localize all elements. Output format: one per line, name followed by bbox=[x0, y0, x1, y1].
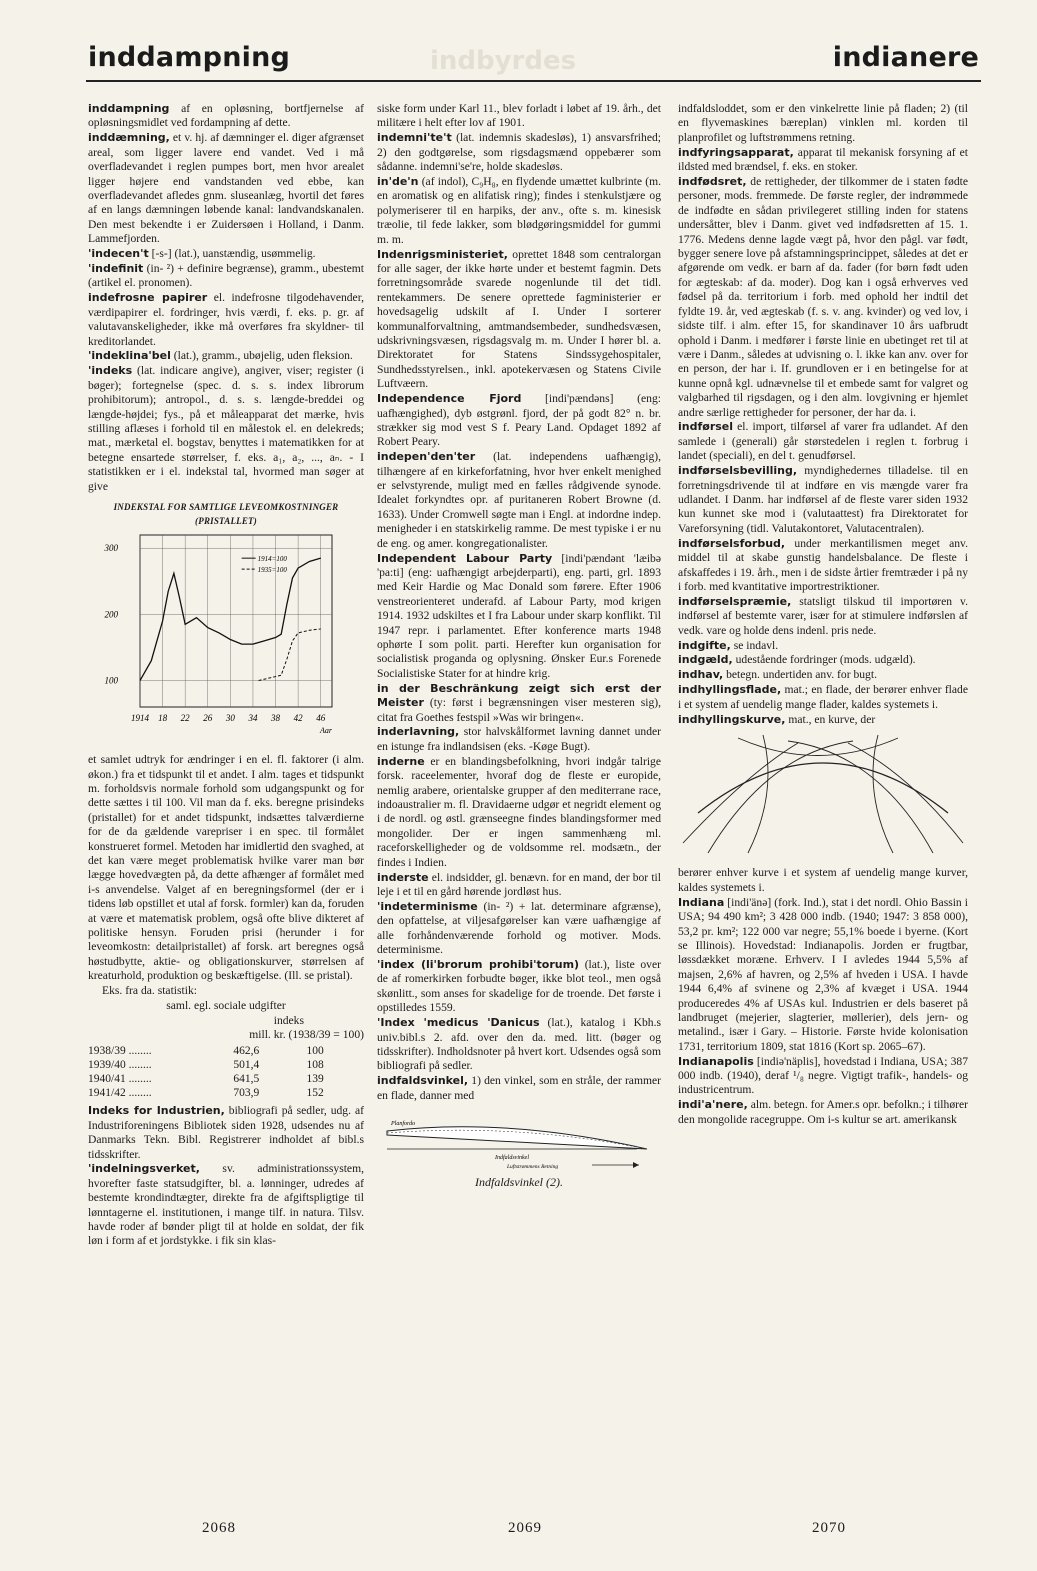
wing-diagram bbox=[377, 1109, 661, 1171]
x-tick-label: 42 bbox=[293, 712, 303, 723]
table-cell-idx: 139 bbox=[306, 1073, 324, 1086]
table-cell-mill: 501,4 bbox=[233, 1059, 260, 1072]
page-number-2068: 2068 bbox=[202, 1520, 236, 1536]
entry: indi'a'nere, alm. betegn. for Amer.s opr. befolkn.; i tilhører den mongolide racegruppe. Om i-s kultur se art. amerikansk bbox=[678, 1098, 968, 1126]
stats-table bbox=[88, 1044, 364, 1100]
entry: indførselsforbud, under merkantilismen meget anv. middel til at skabe gunstig handelsbalance. De fleste i afskaffedes i 19. årh., men i de sidste årtier fremtræder i på ny i forb. med kvantitative importrestriktioner. bbox=[678, 536, 968, 593]
x-tick-label: 38 bbox=[271, 712, 281, 723]
entry: indgæld, udestående fordringer (mods. udgæld). bbox=[678, 653, 916, 667]
x-axis-label: Aar bbox=[320, 725, 332, 735]
entry: indepen'den'ter (lat. independens uafhængig), tilhængere af en kirkeforfatning, hvor hver enkelt menighed er selvstyrende, muligt med en fælles rådgivende synode. Idealet forkyndtes opr. af puritaneren Robert Browne (d. 1633). Under Cromwell søgte man i Engl. at indordne indep. menigheder i en statskirkelig ramme. De mest typiske i er nu de eng. og amer. kongregationalister. bbox=[377, 450, 661, 550]
entry: indførselspræmie, statsligt tilskud til importøren v. indførsel af bestemte varer, især for at stimulere indførslen af vedk. vare og holde dens indenl. pris nede. bbox=[678, 594, 968, 637]
column-2 bbox=[377, 102, 661, 1194]
price-index-chart bbox=[88, 500, 364, 745]
chart-svg bbox=[88, 529, 364, 741]
x-tick-label: 26 bbox=[203, 712, 213, 723]
label-airflow: Luftstrømmens Retning bbox=[507, 1164, 559, 1171]
entry: 'indelningsverket, sv. administrationssystem, hvorefter faste statsudgifter, bl. a. lønninger, udredes af bestemte krondindtægter, direkte fra de afgiftspligtige til lønntagerne el. institutionen, i mange tilf. in natura. Tilsv. havde roder af bønder pligt til at holde en soldat, der fik løn i form af et jordstykke. i fik sin klas- bbox=[88, 1162, 364, 1248]
chart-frame bbox=[140, 535, 332, 707]
y-tick-label: 100 bbox=[104, 675, 118, 686]
entry: Indiana [indi'änə] (fork. Ind.), stat i det nordl. Ohio Bassin i USA; 94 490 km²; 3 428 000 indb. (1940; 1947: 3 858 000), 53,2 pr. km²; 122 000 var negre; 55,1% boede i byerne. (Kort se Illinois). Hovedstad: Indianapolis. Jorden er frugtbar, løssdækket moræne. Erhverv. I I avledes 1944 5,5% af majsen, 2,6% af havren, og 2,5% af hveden i USA. I havde 1944 6,4% af svinene og 2,3% af kvæget i USA. 1944 produceredes 4% af USAs kul. Industrien er dels baseret på landbruget (mejerier, slagterier, møllerier), dels jern- og metalind., især i Gary. – Historie. Første hvide kolonisation 1731, territorium 1809, stat 1816 (Kort sp. 2065–67). bbox=[678, 895, 968, 1053]
table-head-2: indeks bbox=[273, 1013, 304, 1027]
left-running-headword: inddampning bbox=[88, 42, 291, 73]
entry: 'indeterminisme (in- ²) + lat. determinare afgrænse), den opfattelse, at viljesafgørelser kan være uafhængige af alle forhåndenværende forhold og motiver. Mods. determinisme. bbox=[377, 899, 661, 957]
entry: inderne er en blandingsbefolkning, hvori indgår talrige forsk. raceelementer, hvoraf dog de fleste er europide, nemlig arabere, orientalske grupper af den mediterrane race, indoaustralier m. fl. Dravidaerne udgør et negridt element og i de nordl. og østl. grænseegne findes blandingsformer med mongolider. Der er ingen sammenhæng ml. raceforskelligheder og de voldsomme rel. modsætn., der findes i Indien. bbox=[377, 754, 661, 869]
page-number-2070: 2070 bbox=[812, 1520, 846, 1536]
x-tick-label: 18 bbox=[158, 712, 168, 723]
page-number-2069: 2069 bbox=[508, 1520, 542, 1536]
envelope-curve bbox=[698, 763, 948, 813]
entry: indfaldsvinkel, 1) den vinkel, som en stråle, der rammer en flade, danner med bbox=[377, 1074, 661, 1102]
entry: indhyllingsflade, mat.; en flade, der berører enhver flade i et system af uendelig mange flader, kaldes systemets i. bbox=[678, 683, 968, 711]
entry: indefrosne papirer el. indefrosne tilgodehavender, værdipapirer el. fordringer, hvis værdi, f. eks. p. gr. af valutavanskeligheder, ikke må overføres fra skyldner- til kreditorlandet. bbox=[88, 291, 365, 348]
table-cell-year: 1938/39 ........ bbox=[88, 1045, 152, 1058]
entry: 'index (li'brorum prohibi'torum) (lat.), liste over de af romerkirken forbudte bøger, ikke blot teol., men også skønlitt., som anses for skadelige for de troende. Det første i opstilledes 1559. bbox=[377, 957, 661, 1015]
figure-caption: Indfaldsvinkel (2). bbox=[475, 1175, 563, 1190]
table-row bbox=[88, 1044, 364, 1058]
table-cell-idx: 152 bbox=[306, 1087, 324, 1100]
entry: indførsel el. import, tilførsel af varer fra udlandet. Af den samlede i (generali) går størstedelen i reglen t. forbrug i landet (speciali), en del t. genudførsel. bbox=[678, 420, 968, 463]
entry-continuation: indfaldsloddet, som er den vinkelrette linie på fladen; 2) (til en flyvemaskines bæreplan) vinklen ml. korden til planprofilet og luftstrømmens retning. bbox=[678, 102, 968, 144]
angle-of-incidence-figure bbox=[377, 1109, 661, 1190]
entry: Indeks for Industrien, bibliografi på sedler, udg. af Industriforeningens Bibliotek siden 1928, udsendes nu af Danmarks Tekn. Bibl. Registrerer indholdet af bibl.s tidsskrifter. bbox=[88, 1104, 364, 1161]
series-line-1 bbox=[259, 629, 321, 681]
label-angle: Indfaldsvinkel bbox=[495, 1155, 529, 1162]
entry: inderlavning, stor halvskålformet lavning dannet under en istunge fra indlandsisen (eks. -Køge Bugt). bbox=[377, 725, 661, 753]
entry: inddampning af en opløsning, bortfjernelse af opløsningsmidlet ved fordampning af dette. bbox=[88, 102, 364, 130]
entry: indhav, betegn. undertiden anv. for bugt. bbox=[678, 668, 877, 682]
y-tick-label: 200 bbox=[104, 609, 118, 620]
chart-title: INDEKSTAL FOR SAMTLIGE LEVEOMKOSTNINGER (PRISTALLET) bbox=[113, 501, 339, 527]
entry: indemni'te't (lat. indemnis skadesløs), 1) ansvarsfrihed; 2) den godtgørelse, som rigsdagsmænd oppebærer som sådanne. indemni'se're, holde skadesløs. bbox=[377, 131, 661, 174]
family-curve bbox=[848, 743, 963, 843]
entry-continuation: berører enhver kurve i et system af uendelig mange kurver, kaldes systemets i. bbox=[678, 866, 968, 894]
entry: indfødsret, de rettigheder, der tilkommer de i staten fødte personer, mods. fremmede. De første regler, der indrømmede de indfødte en sådan privilegeret stilling inden for statens undersåtter, blev i Danm. givet ved indfødsretten af 15. 1. 1776. Medens denne lagde vægt på, hvor den pågl. var født, bygger senere love på afstamningsprincippet, således at det er afgørende om vedk. er barn af da. fader (for børn født uden for ægteskab: af da. moder). Dog kan i også erhverves ved fødsel på da. territorium i forb. med ophold her indtil det fyldte 19. år, ved ægteskab (f. s. v. ang. kvinder) og ved lov, i sidste tilf. i alm. efter 15, for skandinaver 10 års uafbrudt ophold i Danm. i medfører i første linie en ubetinget ret til at være i Danm., således at udvisning o. l. ikke kan anv. over for en person, der har i. If. grundloven er i en betingelse for at kunne opnå kgl. udnævnelse til et embede samt for valgret og valgbarhed til rigsdagen, og i den alm. lovgivning er hjemlet andre særlige rettigheder for personer, der har da. i. bbox=[678, 175, 968, 419]
envelope-curve-diagram bbox=[678, 733, 968, 858]
entry: indfyringsapparat, apparat til mekanisk forsyning af et ildsted med brændsel, f. eks. en stoker. bbox=[678, 145, 968, 174]
legend-label: 1914=100 bbox=[257, 554, 287, 563]
table-head-1: saml. egl. sociale udgifter bbox=[166, 999, 286, 1013]
entry: 'indecen't [-s-] (lat.), uanstændig, usømmelig. bbox=[88, 247, 316, 261]
entry: 'indeks (lat. indicare angive), angiver, viser; register (i bøger); fortegnelse (spec. d. s. s. index librorum prohibitorum); antropol., d. s. s. længde-breddei og længde-højdei; fys., på et måleapparat det mærke, hvis stilling aflæses i forhold til en målestok el. en delekreds; mat., mærketal el. bogstav, benyttes i matematikken for at betegne ensartede størrelser, f. eks. a₁, a₂, ..., aₙ. - I statistikken er i el. indekstal tal, hvormed man søger at give bbox=[88, 364, 364, 493]
entry: Independent Labour Party [indi'pændənt 'læibə 'pa:ti] (eng: uafhængigt arbejderparti), eng. parti, grl. 1893 med Keir Hardie og Mac Donald som førere. Efter 1906 venstreorienteret underafd. af Labour Party, mod krigen 1914. 1932 udskiltes et I fra Labour under skarp konflikt. Til 1947 repr. i parlamentet. Efter konference marts 1948 ophørte I som polit. parti. Herefter kun organisation for socialistisk proganda og oplysning. Ønsker Eur.s Forenede Socialistiske Stater for at hindre krig. bbox=[377, 551, 662, 680]
table-cell-mill: 703,9 bbox=[233, 1087, 260, 1100]
entry-continuation: et samlet udtryk for ændringer i en el. fl. faktorer (i alm. økon.) fra et tidspunkt til et andet. I alm. tages et tidspunkt m. forholdsvis normale forhold som udgangspunkt og for dette sættes i til 100. Vil man da f. eks. beregne prisindeks (pristallet) for et andet tidspunkt, indsættes talværdierne for de da gældende varepriser i en spec. til formålet konstrueret formel. Metoden har imidlertid den svaghed, at det kan være meget problematisk hvilke varer man bør lægge hovedvægten på, da dette afhænger af formålet med i-s anvendelse. Valget af en beregningsformel (der er i tidens løb opstillet et utal af forsk. formler) kan da, foruden at være et matematisk problem, også ofte blive dikteret af politiske hensyn. Foruden prisi (herunder i for leveomkostn: detailpristallet) af forsk. art beregnes også høstudbytte, aktie- og obligationskurver, størrelsen af kreaturhold, produktion og beskæftigelse. (Ill. se pristal). bbox=[88, 753, 364, 983]
entry: inderste el. indsidder, gl. benævn. for en mand, der bor til leje i et til en gård hørende jordløst hus. bbox=[377, 870, 661, 898]
entry: 'indeklina'bel (lat.), gramm., ubøjelig, uden fleksion. bbox=[88, 349, 353, 363]
family-curve bbox=[788, 741, 933, 853]
table-cell-year: 1939/40 ........ bbox=[88, 1059, 152, 1072]
entry: inddæmning, et v. hj. af dæmninger el. diger afgrænset areal, som ligger lavere end vandet. Ved i må overfladevandet i reglen pumpes bort, men hvor arealet ligger højere end vandstanden ved ebbe, kan overfladevandet afledes gnm. sluseanlæg, hvortil det føres af en langs dæmningen løbende kanal: landvandskanalen. Den mest bekendte i er Zuidersøen i Holland, i Danm. Lammefjorden. bbox=[88, 131, 364, 246]
label-plan: Planfordo bbox=[391, 1121, 416, 1128]
table-head-3: mill. kr. (1938/39 = 100) bbox=[249, 1027, 364, 1041]
entry: Indianapolis [indiə'näplis], hovedstad i Indiana, USA; 387 000 indb. (1940), deraf ¹/₈ negre. Vigtigt trafik-, handels- og industricentrum. bbox=[678, 1054, 968, 1097]
column-1 bbox=[88, 102, 364, 1249]
x-tick-label: 1914 bbox=[131, 712, 149, 723]
family-curve bbox=[748, 735, 768, 853]
y-tick-label: 300 bbox=[104, 543, 118, 554]
table-cell-idx: 100 bbox=[306, 1045, 324, 1058]
entry: 'indefinit (in- ²) + definire begrænse), gramm., ubestemt (artikel el. pronomen). bbox=[88, 261, 364, 290]
entry: indførselsbevilling, myndighedernes tilladelse. til en forretningsdrivende til at indføre en vis mængde varer fra udlandet. I Danm. har indførsel af de fleste varer siden 1932 kun kunnet ske mod i (valutaattest) fra Direktoratet for Vareforsyning (tidl. Valutakontoret, Valutacentralen). bbox=[678, 464, 968, 535]
column-3 bbox=[678, 102, 968, 1128]
wing-profile-shape bbox=[387, 1127, 647, 1149]
table-row bbox=[88, 1086, 364, 1100]
entry: indgifte, se indavl. bbox=[678, 638, 779, 652]
entry: in der Beschränkung zeigt sich erst der Meister (ty: først i begrænsningen viser mesteren sig), citat fra Goethes festspil »Was wir bringen«. bbox=[377, 681, 661, 724]
entry: indhyllingskurve, mat., en kurve, der bbox=[678, 712, 876, 726]
entry: 'Index 'medicus 'Danicus (lat.), katalog i Kbh.s univ.bibl.s 2. afd. over den da. med. litt. (bøger og tidsskrifter). Indholdsnoter på hvert kort. Udsendes også som bibliografi på sedler. bbox=[377, 1016, 661, 1073]
x-tick-label: 46 bbox=[316, 712, 326, 723]
entry-continuation: siske form under Karl 11., blev forladt i løbet af 19. årh., det militære i helt efter lov af 1901. bbox=[377, 102, 661, 130]
table-cell-year: 1941/42 ........ bbox=[88, 1087, 152, 1100]
x-tick-label: 22 bbox=[180, 712, 190, 723]
family-curve bbox=[708, 741, 853, 853]
table-cell-year: 1940/41 ........ bbox=[88, 1073, 152, 1086]
x-tick-label: 34 bbox=[248, 712, 258, 723]
family-curve bbox=[683, 743, 798, 843]
arrowhead-icon bbox=[633, 1162, 639, 1168]
table-row bbox=[88, 1058, 364, 1072]
table-row bbox=[88, 1072, 364, 1086]
entry: Independence Fjord [indi'pændəns] (eng: uafhængighed), dyb østgrønl. fjord, der på godt 82° n. br. strækker sig mod vest S f. Peary Land. Opdaget 1892 af Robert Peary. bbox=[377, 392, 661, 449]
x-tick-label: 30 bbox=[225, 712, 235, 723]
header-rule bbox=[86, 80, 981, 82]
envelope-curve-figure bbox=[678, 733, 968, 862]
bleed-through-text: indbyrdes bbox=[430, 46, 577, 76]
table-intro: Eks. fra da. statistik: bbox=[102, 984, 197, 998]
table-cell-mill: 641,5 bbox=[233, 1073, 260, 1086]
legend-label: 1935=100 bbox=[257, 565, 287, 574]
entry: Indenrigsministeriet, oprettet 1848 som centralorgan for alle sager, der ikke hørte under et bestemt fagmin. Dets forretningsområde svarede nogenlunde til det tidl. rentekammers. De senere oprettede fagministerier er hovedsagelig udskilt af I. Under I sorterer kommunalforvaltning, amtmandsembeder, sundhedsvæsen, udskrivningsvæsen, rigsdagsvalg m. m. Under I hører bl. a. Direktoratet for Statens Sindssygehospitaler, Sundhedsstyrelsen., inkl. apotekervæsen og Statens Civile Luftvæern. bbox=[377, 247, 661, 391]
right-running-headword: indianere bbox=[832, 42, 979, 73]
entry: in'de'n (af indol), C₉H₈, en flydende umættet kulbrinte (m. en aromatisk og en alifatisk ring); findes i stenkulstjære og polymeriserer til en harpiks, der anv., ofte s. m. kinesisk træolie, til fede lakker, som blødgøringsmiddel for gummi m. m. bbox=[377, 175, 661, 246]
table-cell-idx: 108 bbox=[306, 1059, 324, 1072]
table-cell-mill: 462,6 bbox=[233, 1045, 260, 1058]
